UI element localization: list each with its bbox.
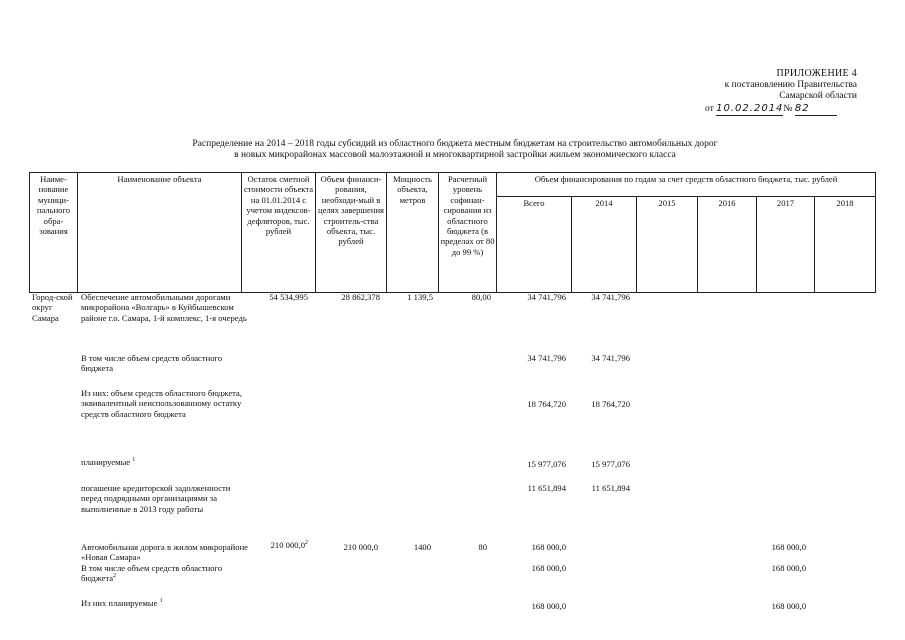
row-remainder: 210 000,0$^2$: [270, 540, 308, 550]
number-prefix: №: [783, 103, 793, 114]
header-2018: 2018: [815, 197, 876, 293]
row-2017: 168 000,0: [771, 563, 806, 573]
appendix-block: [677, 68, 857, 116]
appendix-line2: Самарской области: [779, 91, 857, 101]
row-2014: 11 651,894: [591, 483, 630, 493]
header-volume: Объем финанси-рования, необходи-мый в целях завершения строитель-ства объекта, тыс. рублей: [316, 173, 387, 293]
row-total: 15 977,076: [527, 459, 566, 469]
row-volume: 28 862,378: [341, 292, 380, 302]
number-value: 82: [794, 102, 810, 114]
row-object: Автомобильная дорога в жилом микрорайоне «Новая Самара»: [81, 542, 248, 563]
row-2014: 15 977,076: [591, 459, 630, 469]
row-total: 18 764,720: [527, 399, 566, 409]
row-object: погашение кредиторской задолженности перед подрядными организациями за выполненные в 2013 году работы: [81, 483, 231, 514]
header-2017: 2017: [757, 197, 815, 293]
row-object: Из них: объем средств областного бюджета, эквивалентный неиспользованному остатку средств областного бюджета: [81, 388, 243, 419]
document-heading: [95, 139, 815, 161]
row-2017: 168 000,0: [771, 542, 806, 552]
municipality-name: Город-ской округ Самара: [32, 292, 73, 323]
row-total: 168 000,0: [531, 563, 566, 573]
row-object: Обеспечение автомобильными дорогами микрорайона «Волгарь» в Куйбышевском районе г.о. Самара, 1-й комплекс, 1-я очередь: [81, 292, 247, 323]
table-body: [29, 292, 875, 640]
header-2016: 2016: [698, 197, 757, 293]
appendix-title: ПРИЛОЖЕНИЕ 4: [776, 68, 857, 79]
row-level: 80,00: [471, 292, 491, 302]
header-total: Всего: [497, 197, 572, 293]
row-2014: 18 764,720: [591, 399, 630, 409]
header-2014: 2014: [572, 197, 637, 293]
date-value: 10.02.2014: [716, 102, 784, 114]
row-object: В том числе объем средств областного бюджета$^2$: [81, 563, 223, 584]
row-total: 34 741,796: [527, 353, 566, 363]
header-2015: 2015: [637, 197, 698, 293]
row-level: 80: [478, 542, 487, 552]
header-object: Наименование объекта: [78, 173, 242, 293]
row-object: Из них планируемые $^1$: [81, 598, 163, 608]
heading-line2: в новых микрорайонах массовой малоэтажной и многоквартирной застройки жильем экономического класса: [234, 150, 676, 160]
appendix-dateline: [677, 103, 857, 117]
row-total: 168 000,0: [531, 601, 566, 611]
row-capacity: 1 139,5: [407, 292, 433, 302]
subsidy-table-header: [29, 172, 876, 293]
row-2014: 34 741,796: [591, 353, 630, 363]
heading-line1: Распределение на 2014 – 2018 годы субсидий из областного бюджета местным бюджетам на строительство автомобильных дорог: [192, 139, 718, 149]
row-total: 34 741,796: [527, 292, 566, 302]
row-object: планируемые $^1$: [81, 457, 136, 467]
row-2014: 34 741,796: [591, 292, 630, 302]
header-municipality: Наиме-нование муници-пального обра-зования: [30, 173, 78, 293]
row-volume: 210 000,0: [343, 542, 378, 552]
row-object: В том числе объем средств областного бюджета: [81, 353, 223, 374]
header-funding-group: Объем финансирования по годам за счет средств областного бюджета, тыс. рублей: [497, 173, 876, 197]
row-total: 11 651,894: [527, 483, 566, 493]
row-remainder: 54 534,995: [269, 292, 308, 302]
row-2017: 168 000,0: [771, 601, 806, 611]
header-level: Расчетный уровень софинан-сирования из областного бюджета (в пределах от 80 до 99 %): [439, 173, 497, 293]
header-remainder: Остаток сметной стоимости объекта на 01.01.2014 с учетом индексов-дефляторов, тыс. рублей: [242, 173, 316, 293]
appendix-line1: к постановлению Правительства: [724, 79, 857, 90]
row-total: 168 000,0: [531, 542, 566, 552]
header-capacity: Мощность объекта, метров: [387, 173, 439, 293]
row-capacity: 1400: [413, 542, 431, 552]
date-prefix: от: [705, 103, 714, 114]
